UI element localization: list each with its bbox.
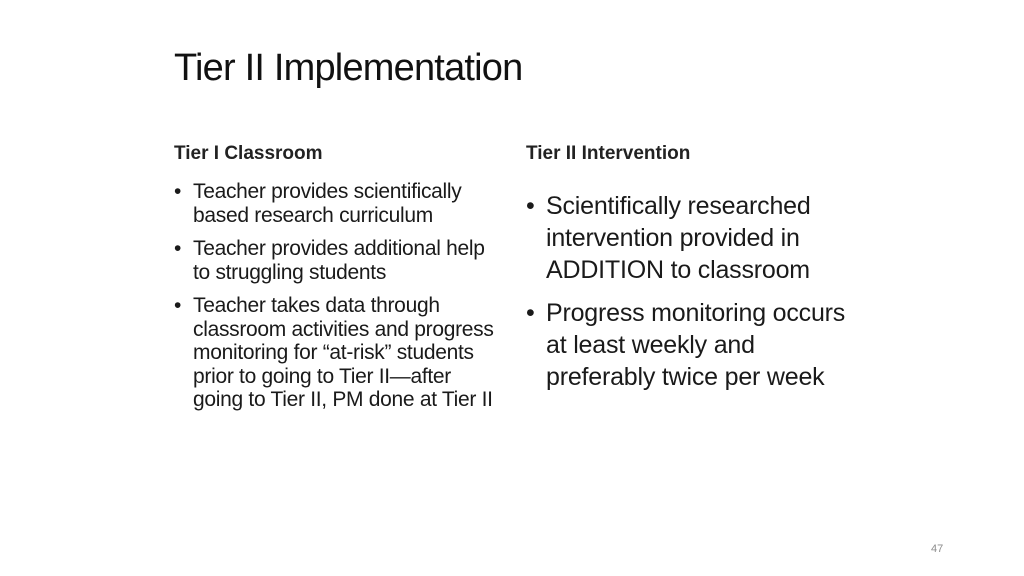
bullet-text: Teacher provides scientifically based research curriculum <box>193 180 462 227</box>
list-item <box>174 237 496 284</box>
list-item <box>174 180 496 227</box>
bullet-icon: • <box>526 299 535 327</box>
bullet-icon: • <box>174 237 182 260</box>
right-bullet-list <box>526 190 866 404</box>
left-bullet-list <box>174 180 496 422</box>
list-item <box>526 297 866 393</box>
page-number: 47 <box>931 543 944 555</box>
bullet-icon: • <box>174 294 182 317</box>
bullet-icon: • <box>174 180 182 203</box>
slide-title: Tier II Implementation <box>174 47 523 89</box>
bullet-icon: • <box>526 192 535 220</box>
list-item <box>174 294 496 412</box>
right-column-heading: Tier II Intervention <box>526 143 691 164</box>
list-item <box>526 190 866 286</box>
bullet-text: Progress monitoring occurs at least weekly and preferably twice per week <box>546 299 846 391</box>
bullet-text: Teacher takes data through classroom activities and progress monitoring for “at-risk” students prior to going to Tier II—after going to Tier II, PM done at Tier II <box>193 294 494 411</box>
bullet-text: Scientifically researched intervention provided in ADDITION to classroom <box>546 192 811 284</box>
bullet-text: Teacher provides additional help to struggling students <box>193 237 485 284</box>
left-column-heading: Tier I Classroom <box>174 143 323 164</box>
